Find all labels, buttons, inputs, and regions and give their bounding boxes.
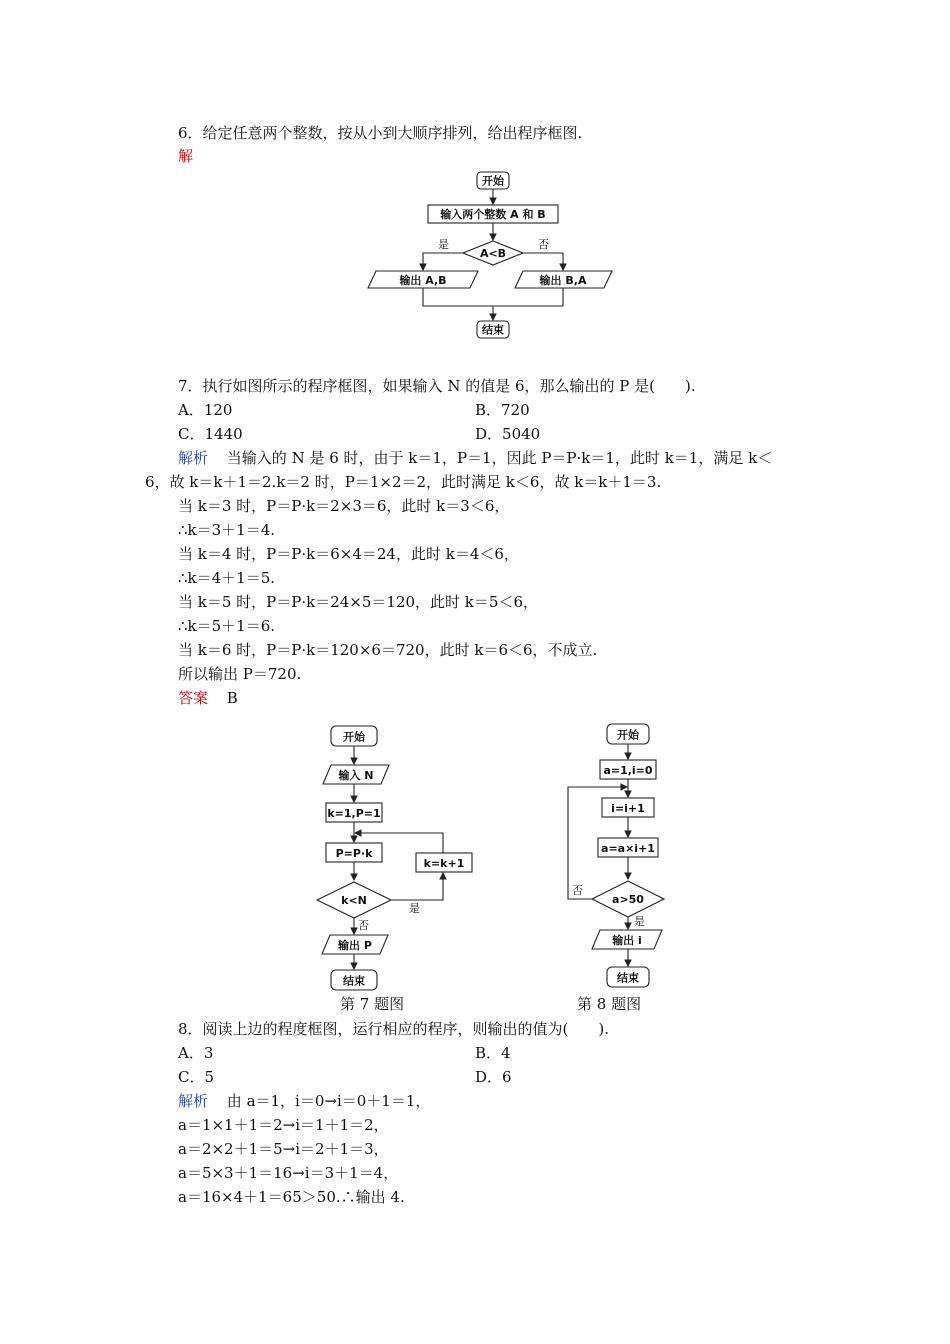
q8-analysis-line: a＝1×1＋1＝2→i＝1＋1＝2， bbox=[178, 1116, 389, 1134]
q8-no-label: 否 bbox=[572, 884, 583, 897]
q7-input-text: 输入 N bbox=[338, 769, 374, 782]
q7-analysis-line: ∴k＝4＋1＝5. bbox=[178, 569, 276, 587]
q7-no-label: 否 bbox=[358, 919, 369, 932]
q8-option-c: C．5 bbox=[178, 1068, 215, 1086]
q7-process-text: P=P·k bbox=[335, 847, 373, 860]
q7-analysis-line: 当 k＝3 时，P＝P·k＝2×3＝6，此时 k＝3＜6， bbox=[178, 497, 510, 515]
q8-analysis-line: a＝16×4＋1＝65＞50.∴输出 4. bbox=[178, 1188, 405, 1206]
q6-condition-text: A<B bbox=[479, 247, 507, 260]
q8-start-text: 开始 bbox=[617, 728, 639, 742]
q7-answer-value: B bbox=[226, 689, 238, 707]
q8-figure-caption: 第 8 题图 bbox=[577, 995, 642, 1013]
q7-yes-label: 是 bbox=[409, 902, 420, 915]
q8-option-a: A．3 bbox=[178, 1044, 214, 1062]
q8-question: 8．阅读上边的程度框图，运行相应的程序，则输出的值为( ). bbox=[178, 1020, 610, 1038]
q7-answer-label: 答案 bbox=[178, 689, 209, 707]
q7-condition-text: k<N bbox=[341, 894, 367, 907]
q6-start-text: 开始 bbox=[482, 174, 504, 188]
q8-condition-text: a>50 bbox=[612, 893, 644, 906]
q6-yes-label: 是 bbox=[438, 238, 449, 251]
q8-init-text: a=1,i=0 bbox=[603, 764, 653, 777]
q6-question: 6．给定任意两个整数，按从小到大顺序排列，给出程序框图. bbox=[178, 124, 583, 142]
q7-end-text: 结束 bbox=[343, 974, 365, 988]
q7-analysis-line: ∴k＝5＋1＝6. bbox=[178, 617, 276, 635]
q7-analysis-line: 所以输出 P＝720. bbox=[178, 665, 302, 683]
q8-option-b: B．4 bbox=[475, 1044, 511, 1062]
q7-analysis-first-line bbox=[178, 448, 772, 468]
q7-init-text: k=1,P=1 bbox=[327, 807, 381, 820]
q7-flowchart bbox=[305, 722, 485, 994]
q7-analysis-line: 当 k＝4 时，P＝P·k＝6×4＝24，此时 k＝4＜6， bbox=[178, 545, 519, 563]
q7-figure-caption: 第 7 题图 bbox=[340, 995, 405, 1013]
q7-analysis-line: 6，故 k＝k＋1＝2.k＝2 时，P＝1×2＝2，此时满足 k＜6，故 k＝k＋1＝3. bbox=[145, 473, 662, 491]
q7-question: 7．执行如图所示的程序框图，如果输入 N 的值是 6，那么输出的 P 是( ). bbox=[178, 377, 696, 395]
q8-yes-label: 是 bbox=[634, 915, 645, 928]
q6-end-text: 结束 bbox=[482, 323, 504, 337]
q7-increment-text: k=k+1 bbox=[423, 857, 465, 870]
q6-solution-label: 解 bbox=[178, 147, 194, 165]
q8-analysis-line: a＝2×2＋1＝5→i＝2＋1＝3， bbox=[178, 1140, 389, 1158]
q7-option-c: C．1440 bbox=[178, 425, 243, 443]
q7-answer-line bbox=[178, 688, 238, 708]
q8-analysis-label: 解析 bbox=[178, 1092, 209, 1110]
q7-analysis-line: ∴k＝3＋1＝4. bbox=[178, 521, 276, 539]
q6-output-left-text: 输出 A,B bbox=[399, 274, 447, 287]
q8-process-text: a=a×i+1 bbox=[601, 842, 655, 855]
q6-flowchart bbox=[360, 168, 620, 348]
q8-option-d: D．6 bbox=[475, 1068, 512, 1086]
q7-option-a: A．120 bbox=[178, 401, 233, 419]
q6-input-text: 输入两个整数 A 和 B bbox=[440, 208, 546, 221]
q7-analysis-line: 当 k＝6 时，P＝P·k＝120×6＝720，此时 k＝6＜6，不成立. bbox=[178, 641, 598, 659]
q7-analysis-line: 当 k＝5 时，P＝P·k＝24×5＝120，此时 k＝5＜6， bbox=[178, 593, 538, 611]
q8-increment-text: i=i+1 bbox=[611, 802, 645, 815]
q7-analysis-label: 解析 bbox=[178, 449, 209, 467]
q8-analysis-line: a＝5×3＋1＝16→i＝3＋1＝4， bbox=[178, 1164, 399, 1182]
q7-option-d: D．5040 bbox=[475, 425, 541, 443]
q8-end-text: 结束 bbox=[617, 971, 639, 985]
q7-analysis-line-1: 当输入的 N 是 6 时，由于 k＝1，P＝1，因此 P＝P·k＝1，此时 k＝1，满足 k＜ bbox=[226, 449, 773, 467]
q7-option-b: B．720 bbox=[475, 401, 530, 419]
q6-output-right-text: 输出 B,A bbox=[539, 274, 587, 287]
q8-output-text: 输出 i bbox=[612, 934, 642, 947]
q6-no-label: 否 bbox=[538, 238, 549, 251]
q7-output-text: 输出 P bbox=[338, 939, 372, 952]
q8-flowchart bbox=[560, 720, 675, 992]
q8-analysis-first-line bbox=[178, 1091, 430, 1111]
q7-start-text: 开始 bbox=[343, 730, 365, 744]
q8-analysis-line-1: 由 a＝1，i＝0→i＝0＋1＝1， bbox=[226, 1092, 431, 1110]
